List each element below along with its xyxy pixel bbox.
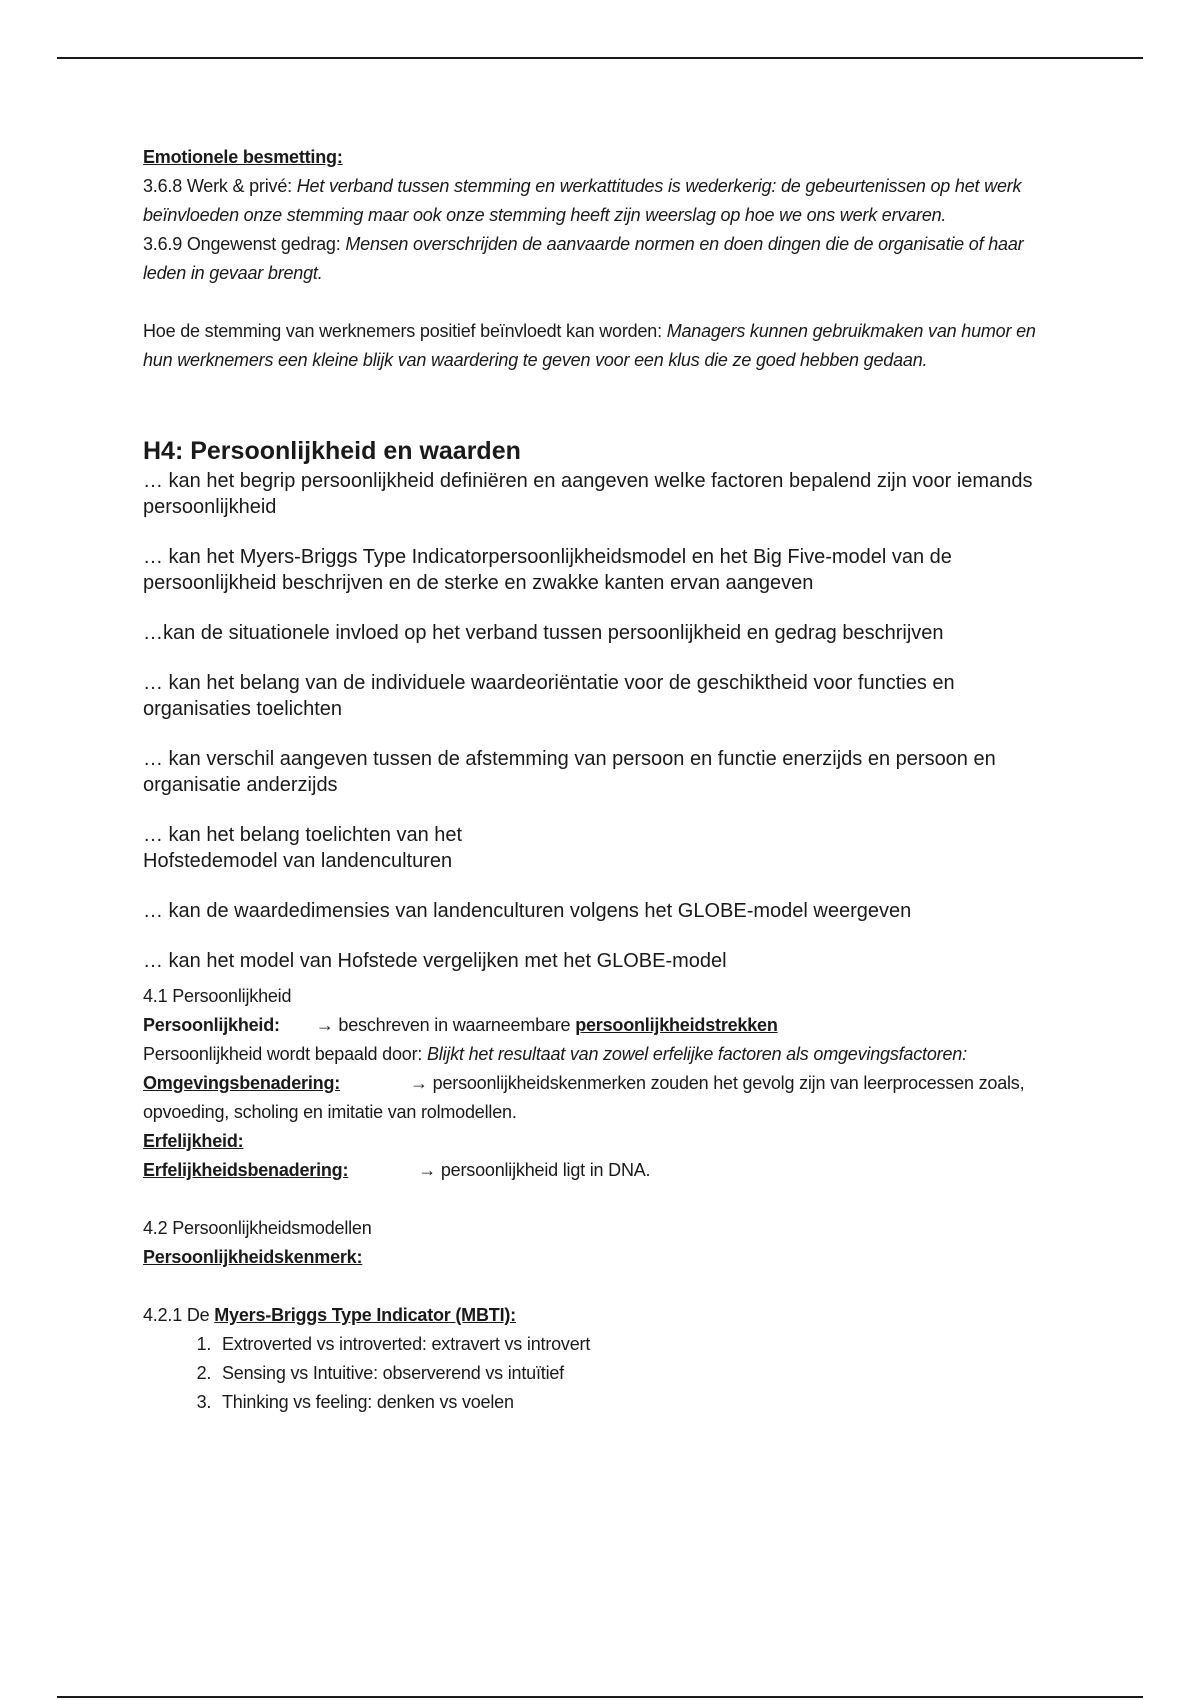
item-3-6-9-text: Mensen overschrijden de aanvaarde normen en doen dingen die de organisatie of haar leden in gevaar brengt. — [143, 234, 1024, 283]
document-body — [143, 143, 1058, 1417]
determined-text: Blijkt het resultaat van zowel erfelijke factoren als omgevingsfactoren: — [427, 1044, 967, 1064]
personality-definition — [143, 1011, 1058, 1040]
heredity-approach-arrow-text: → persoonlijkheid ligt in DNA. — [418, 1160, 651, 1180]
determined-label: Persoonlijkheid wordt bepaald door: — [143, 1044, 423, 1064]
header-rule — [57, 57, 1143, 59]
objective-line: Hofstedemodel van landenculturen — [143, 850, 453, 872]
item-3-6-8-text: Het verband tussen stemming en werkattitudes is wederkerig: de gebeurtenissen op het werk beïnvloeden onze stemming maar ook onze stemming heeft zijn weerslag op hoe we ons werk ervaren. — [143, 176, 1022, 225]
mood-text: Managers kunnen gebruikmaken van humor en hun werknemers een kleine blijk van waardering te geven voor een klus die ze goed hebben gedaan. — [143, 321, 1036, 370]
objective-item: … kan het begrip persoonlijkheid definiëren en aangeven welke factoren bepalend zijn voor iemands persoonlijkheid — [143, 470, 1033, 518]
environment-arrow-text: → persoonlijkheidskenmerken zouden het gevolg zijn van leerprocessen zoals, opvoeding, scholing en imitatie van rolmodellen. — [143, 1073, 1025, 1122]
environment-approach — [143, 1069, 1058, 1127]
personality-characteristic-term: Persoonlijkheidskenmerk: — [143, 1247, 363, 1267]
mood-paragraph — [143, 317, 1058, 375]
objective-line: … kan het belang toelichten van het — [143, 824, 463, 846]
objective-item: … kan het Myers-Briggs Type Indicatorpersoonlijkheidsmodel en het Big Five-model van de persoonlijkheid beschrijven en de sterke en zwakke kanten ervan aangeven — [143, 546, 952, 594]
personality-arrow-text: → beschreven in waarneembare — [315, 1015, 571, 1035]
mbti-list — [143, 1330, 1058, 1417]
personality-term: Persoonlijkheid: — [143, 1015, 280, 1035]
section-4-2-1-title — [143, 1301, 1058, 1330]
heredity-term: Erfelijkheid: — [143, 1131, 244, 1151]
item-3-6-9-label: 3.6.9 Ongewenst gedrag: — [143, 234, 341, 254]
emotional-section — [143, 143, 1058, 375]
heredity-approach — [143, 1156, 1058, 1185]
heredity-approach-term: Erfelijkheidsbenadering: — [143, 1160, 349, 1180]
emotional-heading: Emotionele besmetting: — [143, 147, 343, 167]
learning-objectives — [143, 468, 1058, 974]
list-item: 3. Thinking vs feeling: denken vs voelen — [216, 1388, 1058, 1417]
chapter-title: H4: Persoonlijkheid en waarden — [143, 437, 521, 465]
environment-term: Omgevingsbenadering: — [143, 1073, 341, 1093]
objective-item — [143, 822, 1058, 874]
list-item: 1. Extroverted vs introverted: extravert vs introvert — [216, 1330, 1058, 1359]
list-item: 2. Sensing vs Intuitive: observerend vs intuïtief — [216, 1359, 1058, 1388]
section-4-1 — [143, 982, 1058, 1417]
personality-traits-term: persoonlijkheidstrekken — [575, 1015, 778, 1035]
objective-item: … kan de waardedimensies van landenculturen volgens het GLOBE-model weergeven — [143, 900, 912, 922]
mood-label: Hoe de stemming van werknemers positief beïnvloedt kan worden: — [143, 321, 662, 341]
footer-rule — [57, 1696, 1143, 1698]
item-3-6-8-label: 3.6.8 Werk & privé: — [143, 176, 292, 196]
objective-item: …kan de situationele invloed op het verband tussen persoonlijkheid en gedrag beschrijven — [143, 622, 944, 644]
section-4-2-title: 4.2 Persoonlijkheidsmodellen — [143, 1218, 372, 1238]
section-4-2-1-prefix: 4.2.1 De — [143, 1305, 210, 1325]
determined-by — [143, 1040, 1058, 1069]
item-3-6-9 — [143, 230, 1058, 288]
objective-item: … kan het belang van de individuele waardeoriëntatie voor de geschiktheid voor functies en organisaties toelichten — [143, 672, 955, 720]
item-3-6-8 — [143, 172, 1058, 230]
objective-item: … kan verschil aangeven tussen de afstemming van persoon en functie enerzijds en persoon en organisatie anderzijds — [143, 748, 996, 796]
section-4-1-title: 4.1 Persoonlijkheid — [143, 986, 292, 1006]
objective-item: … kan het model van Hofstede vergelijken met het GLOBE-model — [143, 950, 727, 972]
mbti-term: Myers-Briggs Type Indicator (MBTI): — [214, 1305, 516, 1325]
